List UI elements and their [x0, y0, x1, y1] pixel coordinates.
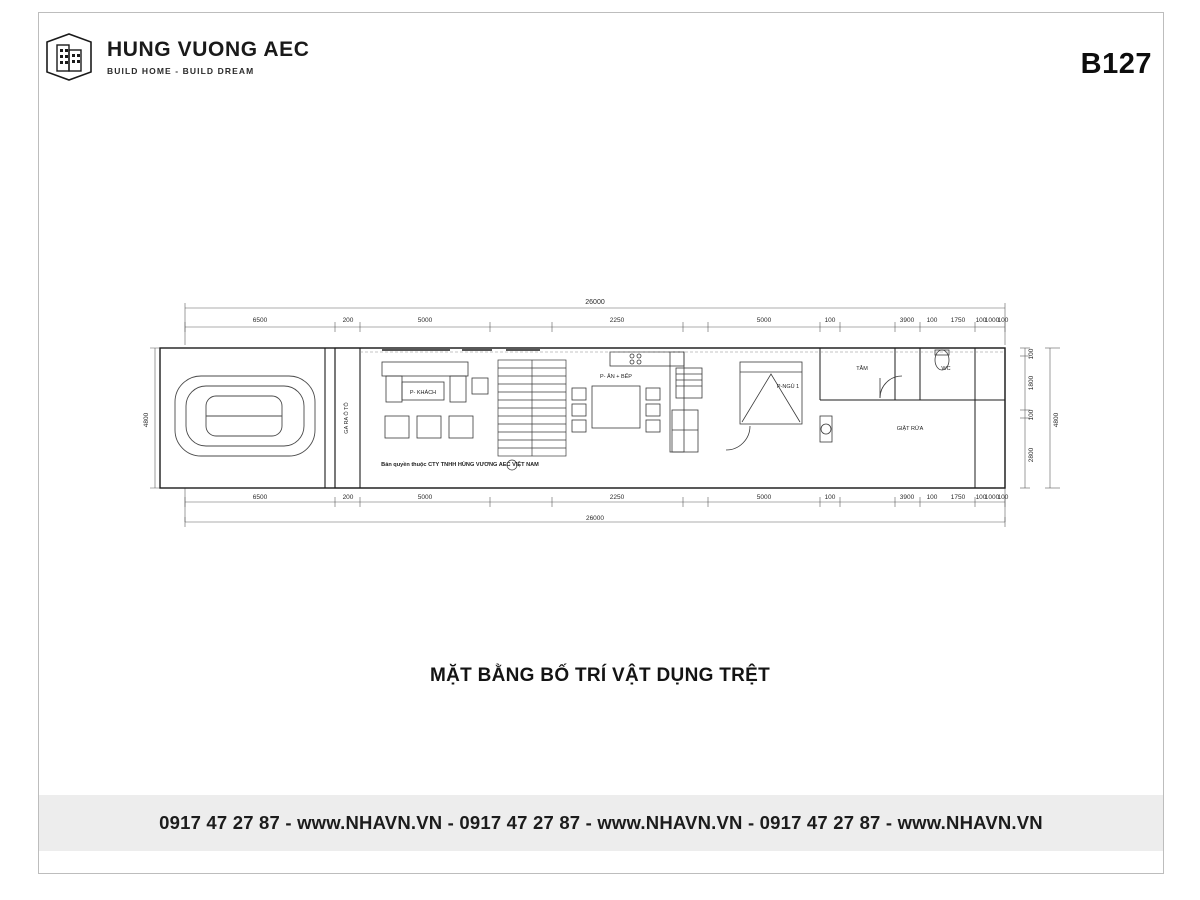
dimension-bottom-4: 5000 [756, 494, 772, 501]
dimension-bottom-6: 3900 [899, 494, 915, 501]
dimension-left-overall: 4800 [143, 412, 150, 428]
dimension-bottom-3: 2250 [609, 494, 625, 501]
bath-wc-walls [820, 348, 1005, 488]
garage-label: GA RA Ô TÔ [344, 402, 350, 434]
car-icon [175, 376, 315, 456]
staircase [498, 360, 566, 470]
bed [740, 362, 802, 424]
dimension-top-1: 200 [342, 317, 354, 324]
dimension-top-9: 100 [975, 317, 987, 324]
wardrobe [820, 416, 832, 442]
dining-chairs [572, 388, 660, 432]
dimension-top-8: 1750 [950, 317, 966, 324]
project-code: B127 [1080, 48, 1152, 80]
dimension-bottom-11: 100 [997, 494, 1009, 501]
floor-plan-drawing [120, 270, 1080, 570]
dimension-right-1: 1800 [1028, 375, 1035, 391]
dimension-bottom-2: 5000 [417, 494, 433, 501]
dimension-top-2: 5000 [417, 317, 433, 324]
dimension-total-bottom: 26000 [585, 515, 605, 522]
room-label-bedroom: P-NGỦ 1 [776, 384, 800, 390]
dimension-bottom-10: 1000 [984, 494, 1000, 501]
copyright-note: Bản quyền thuộc CTY TNHH HÙNG VƯƠNG AEC VIỆT NAM [381, 462, 539, 468]
room-label-dining-kitchen: P- ĂN + BẾP [600, 374, 632, 380]
dimension-right-0: 100 [1028, 348, 1035, 360]
dining-table [592, 386, 640, 428]
room-label-laundry: GIẶT RỬA [896, 426, 924, 432]
dimension-top-11: 100 [997, 317, 1009, 324]
footer-contact: 0917 47 27 87 - www.NHAVN.VN - 0917 47 27 87 - www.NHAVN.VN - 0917 47 27 87 - www.NHAVN.VN [159, 812, 1043, 833]
dimension-bottom-9: 100 [975, 494, 987, 501]
dimension-bottom-1: 200 [342, 494, 354, 501]
dimension-bottom-8: 1750 [950, 494, 966, 501]
plan-caption: MẶT BẰNG BỐ TRÍ VẬT DỤNG TRỆT [429, 665, 771, 686]
dimension-top-4: 5000 [756, 317, 772, 324]
dimension-top-3: 2250 [609, 317, 625, 324]
dimension-top-10: 1000 [984, 317, 1000, 324]
dimension-right-3: 2800 [1028, 447, 1035, 463]
dimension-top-6: 3900 [899, 317, 915, 324]
shower-door-swing [726, 376, 902, 450]
dimension-bottom-5: 100 [824, 494, 836, 501]
dimension-right-overall: 4800 [1053, 412, 1060, 428]
dimension-bottom-0: 6500 [252, 494, 268, 501]
dimension-right-2: 100 [1028, 409, 1035, 421]
sheet-header [38, 30, 1164, 100]
brand-name: HUNG VUONG AEC [107, 38, 310, 62]
company-logo-block [43, 32, 309, 82]
dimension-top-5: 100 [824, 317, 836, 324]
kitchen-counter [610, 352, 702, 452]
room-label-living: P- KHÁCH [409, 390, 437, 396]
dimension-total-top: 26000 [585, 299, 605, 306]
room-label-wc: WC [941, 366, 951, 372]
room-label-bath: TẮM [856, 366, 868, 372]
brand-tagline: BUILD HOME - BUILD DREAM [107, 65, 255, 76]
dimension-top-0: 6500 [252, 317, 268, 324]
dimension-bottom-7: 100 [926, 494, 938, 501]
dimension-top-7: 100 [926, 317, 938, 324]
armchairs [385, 378, 488, 438]
building-logo-icon [43, 32, 95, 82]
